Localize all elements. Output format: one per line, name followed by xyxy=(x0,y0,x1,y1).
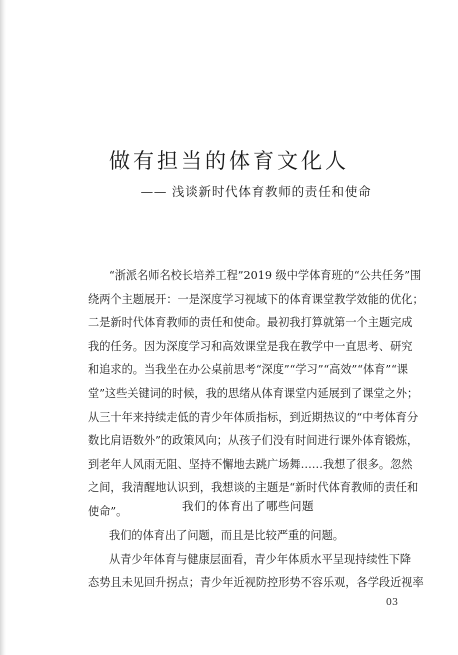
text-line: 从青少年体育与健康层面看，青少年体质水平呈现持续性下降 xyxy=(109,552,412,566)
text-line: 态势且未见回升拐点；青少年近视防控形势不容乐观，各学段近视率 xyxy=(88,576,424,590)
text-line: 到老年人风雨无阻、坚持不懈地去跳广场舞……我想了很多。忽然 xyxy=(88,457,413,471)
article-title: 做有担当的体育文化人 xyxy=(109,149,349,173)
text-line: 数比肩语数外”的政策风向；从孩子们没有时间进行课外体育锻炼， xyxy=(88,434,419,448)
text-line: 二是新时代体育教师的责任和使命。最初我打算就第一个主题完成 xyxy=(88,316,413,330)
section-heading: 我们的体育出了哪些问题 xyxy=(182,499,314,513)
article-subtitle: —— 浅谈新时代体育教师的责任和使命 xyxy=(140,184,372,199)
text-line: 堂”这些关键词的时候，我的思绪从体育课堂内延展到了课堂之外； xyxy=(88,386,419,400)
text-line: “浙派名师名校长培养工程”2019 级中学体育班的“公共任务”围 xyxy=(109,269,422,282)
text-line: 之间，我清醒地认识到，我想谈的主题是“新时代体育教师的责任和 xyxy=(88,481,419,495)
text-line: 和追求的。当我坐在办公桌前思考“深度”“学习”“高效”“体育”“课 xyxy=(88,363,408,377)
page-binding-shadow xyxy=(0,0,6,655)
text-line: 我们的体育出了问题，而且是比较严重的问题。 xyxy=(109,529,344,542)
text-line: 绕两个主题展开：一是深度学习视域下的体育课堂教学效能的优化； xyxy=(88,292,424,306)
section-paragraph xyxy=(88,524,424,595)
page-number: 03 xyxy=(385,597,398,608)
text-line: 我的任务。因为深度学习和高效课堂是我在教学中一直思考、研究 xyxy=(88,339,413,353)
text-line: 从三十年来持续走低的青少年体质指标，到近期热议的“中考体育分 xyxy=(88,410,419,424)
intro-paragraph xyxy=(88,264,424,524)
text-line: 使命”。 xyxy=(88,504,128,518)
